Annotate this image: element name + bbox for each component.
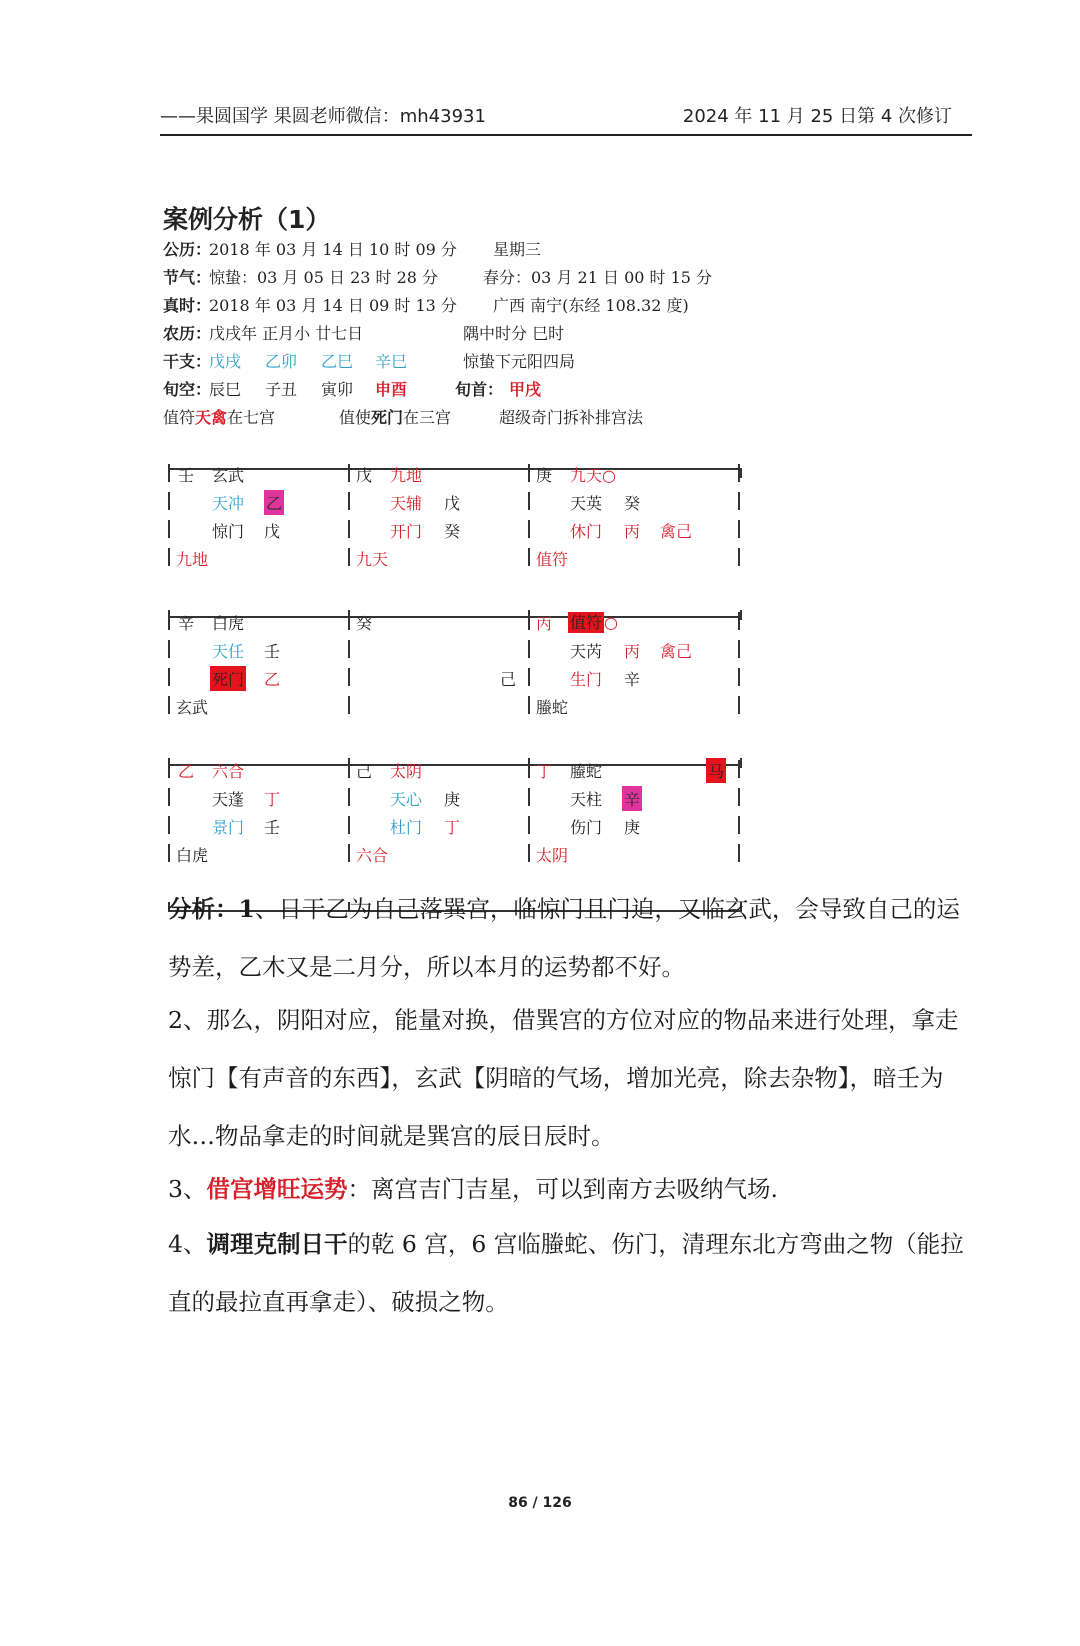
palace-zhen-3: 辛 白虎 天任 壬 死门 乙 玄武: [168, 616, 358, 762]
case-title: 案例分析（1）: [163, 205, 331, 234]
palace-kun-2: 庚 九天○ 天英 癸 休门 丙 禽己 值符: [528, 468, 740, 614]
analysis-paragraph-4: 4、调理克制日干的乾 6 宫，6 宫临螣蛇、伤门，清理东北方弯曲之物（能拉直的最拉直再拿走）、破损之物。: [168, 1230, 964, 1316]
analysis-paragraph-2: 2、那么，阴阳对应，能量对换，借巽宫的方位对应的物品来进行处理，拿走惊门【有声音的东西】，玄武【阴暗的气场，增加光亮，除去杂物】，暗壬为水…物品拿走的时间就是巽宫的辰日辰时。: [168, 1006, 959, 1150]
palace-gen-8: 乙 六合 天蓬 丁 景门 壬 白虎: [168, 764, 358, 910]
info-jieqi: 节气： 惊蛰：03 月 05 日 23 时 28 分 春分：03 月 21 日 00 时 15 分: [163, 268, 713, 287]
palace-xun-4: 壬 玄武 天冲 乙 惊门 戊 九地: [168, 468, 358, 614]
info-xunkong: 旬空： 辰巳 子丑 寅卯 申酉 旬首： 甲戌: [163, 380, 542, 399]
info-ganzhi: 干支： 戊戌 乙卯 乙巳 辛巳 惊蛰下元阳四局: [163, 352, 576, 371]
header-left-text: ——果圆国学 果圆老师微信：mh43931: [160, 106, 486, 127]
palace-qian-6: 丁 螣蛇 马 天柱 辛 伤门 庚 太阴: [528, 764, 740, 910]
info-gongli: 公历： 2018 年 03 月 14 日 10 时 09 分 星期三: [163, 240, 542, 259]
analysis-paragraph-1: 分析：1、日干乙为自己落巽宫，临惊门且门迫，又临玄武，会导致自己的运势差，乙木又是二月分，所以本月的运势都不好。: [168, 895, 960, 981]
info-zhenshi: 真时： 2018 年 03 月 14 日 09 时 13 分 广西 南宁(东经 108.32 度): [163, 296, 689, 315]
palace-kan-1: 己 太阴 天心 庚 杜门 丁 六合: [348, 764, 538, 910]
header-revision-date: 2024 年 11 月 25 日第 4 次修订: [682, 106, 952, 127]
page-number: 86 / 126: [508, 1495, 572, 1511]
palace-li-9: 戊 九地 天辅 戊 开门 癸 九天: [348, 468, 538, 614]
page-header: [160, 100, 972, 136]
qimen-chart: [168, 468, 742, 912]
palace-dui-7: 丙 值符 ○ 天芮 丙 禽己 生门 辛 螣蛇: [528, 616, 740, 762]
analysis-paragraph-3: 3、借宫增旺运势：离宫吉门吉星，可以到南方去吸纳气场.: [168, 1175, 778, 1203]
info-nongli: 农历： 戊戌年 正月小 廿七日 隅中时分 巳时: [163, 324, 565, 343]
palace-center-5: 癸 己: [348, 616, 538, 762]
qin-ji-label: 禽己: [660, 522, 693, 541]
